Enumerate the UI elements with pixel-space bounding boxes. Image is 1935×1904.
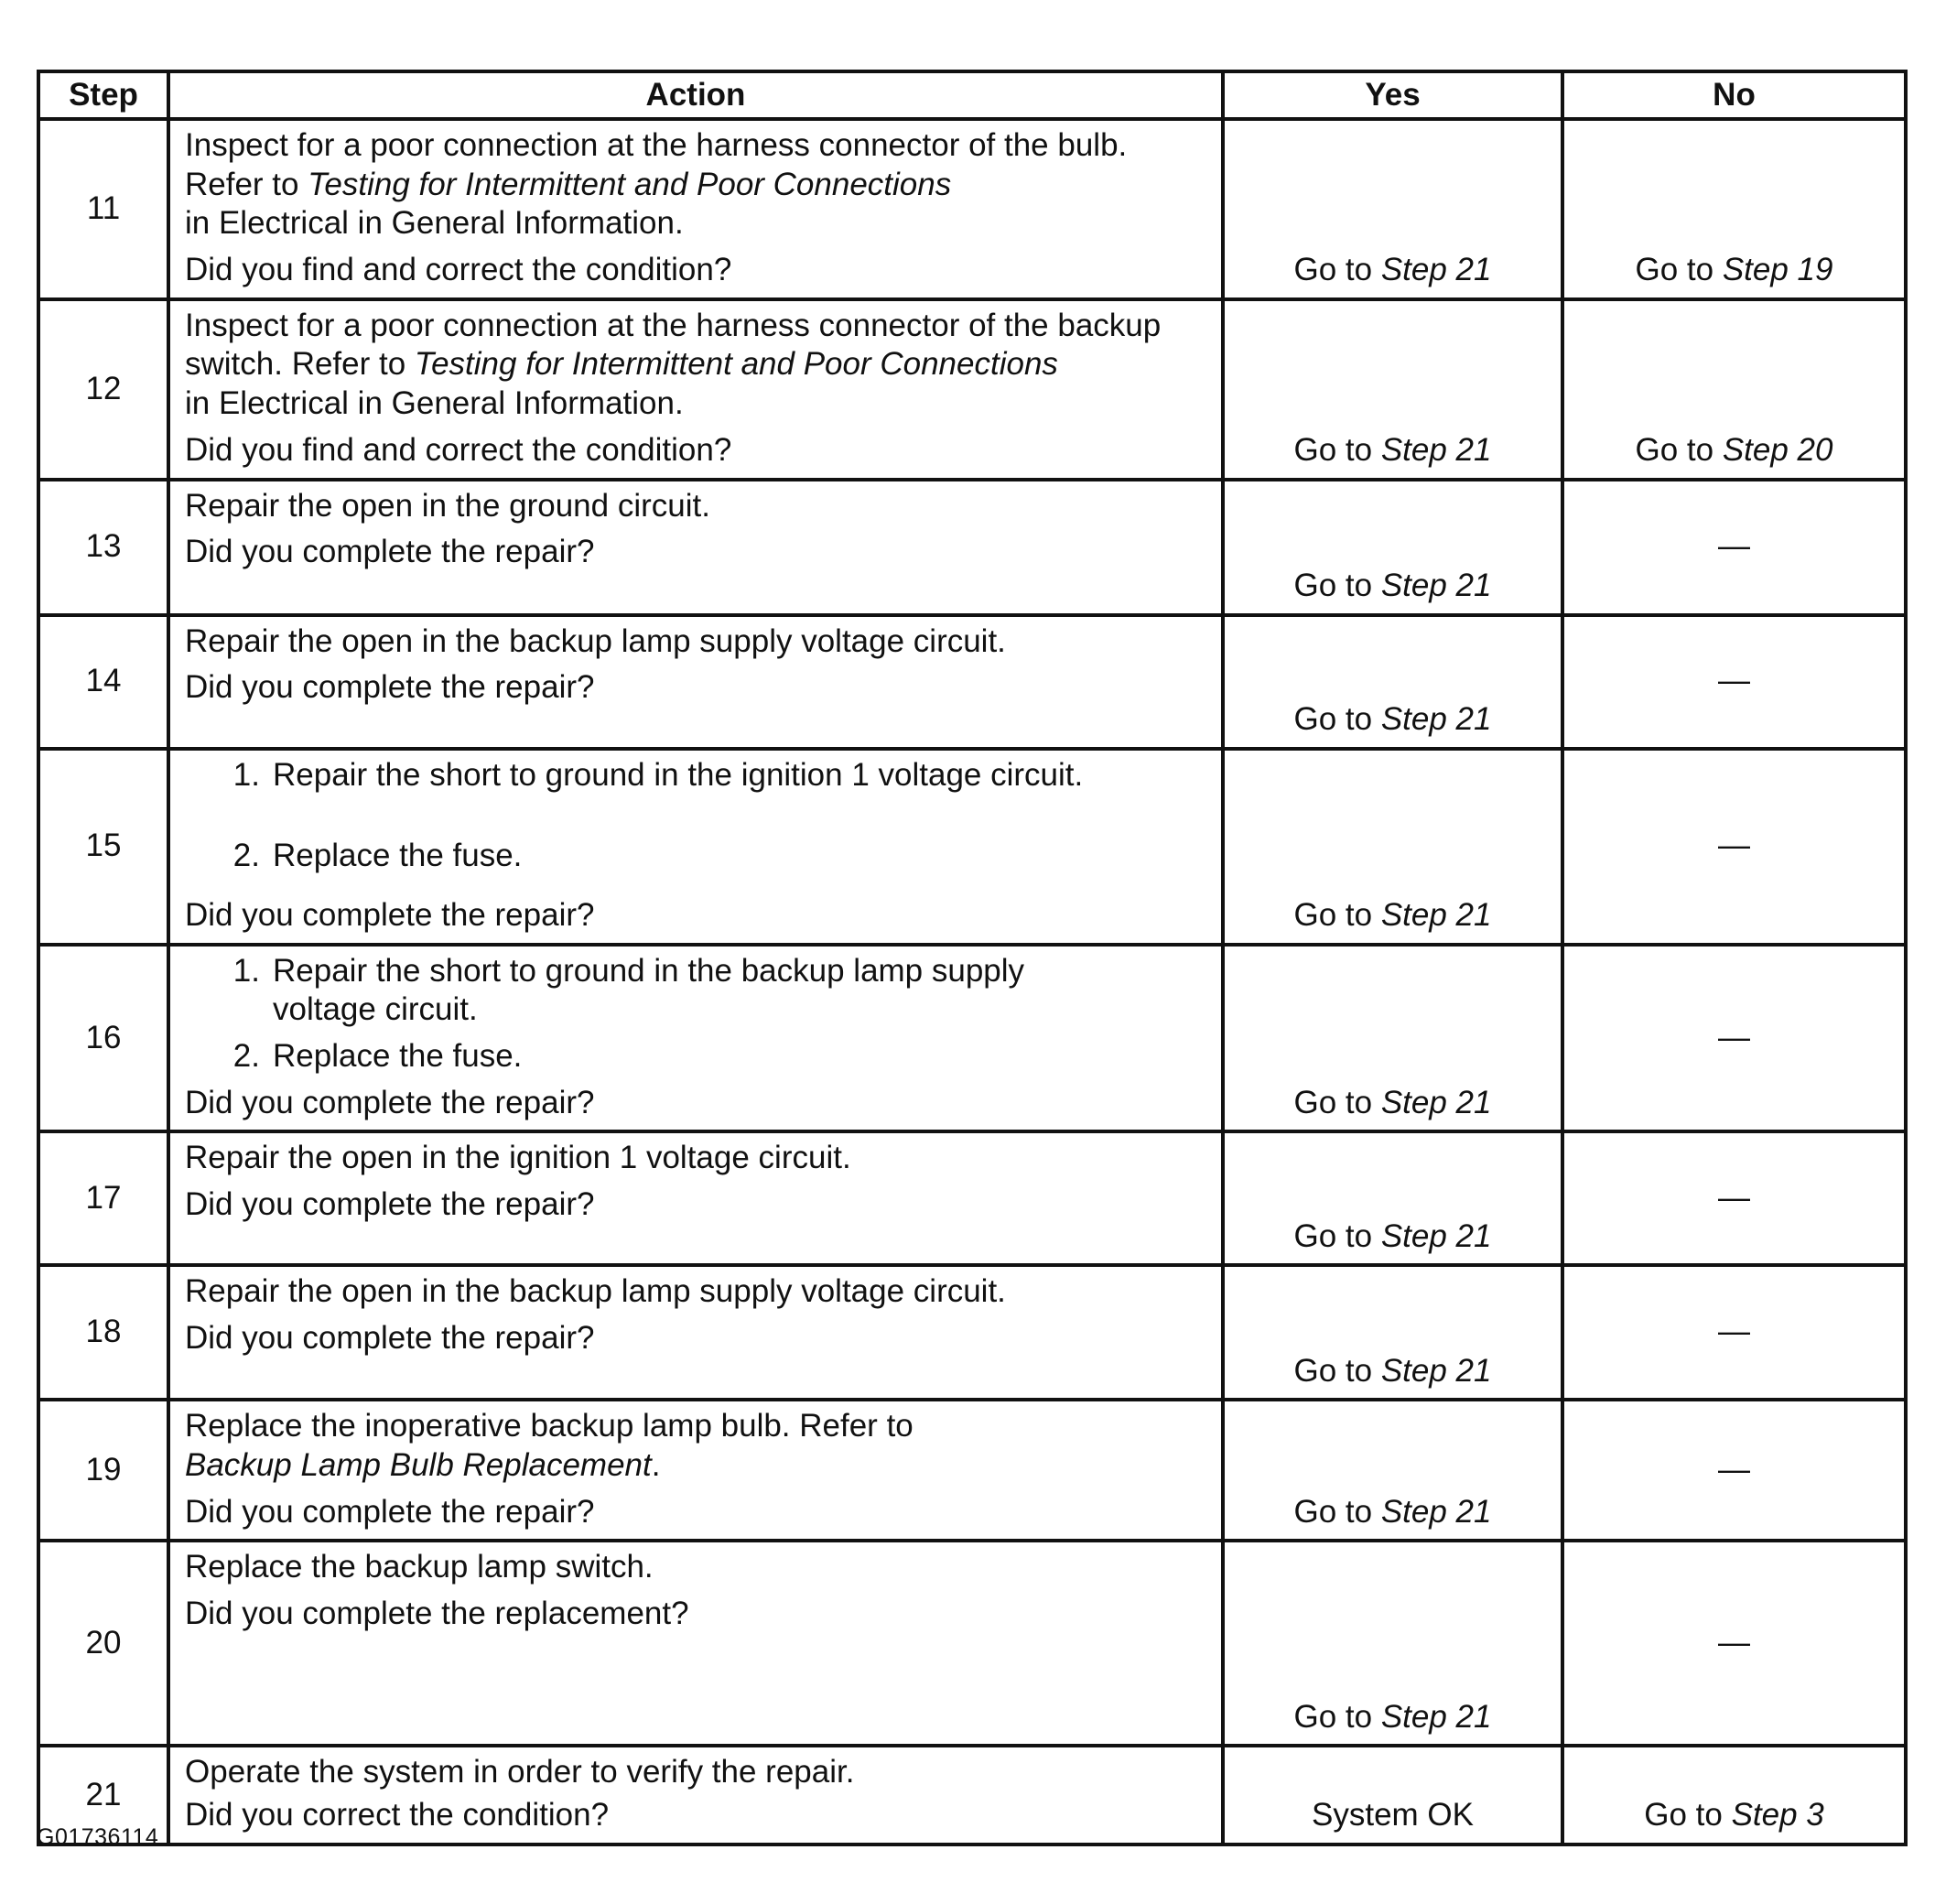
step-number: 19	[38, 1400, 168, 1541]
action-cell	[168, 945, 1223, 1132]
action-text: Operate the system in order to verify the repair.	[185, 1754, 855, 1790]
action-cell	[168, 615, 1223, 749]
no-result: Go to Step 19	[1562, 119, 1906, 299]
no-result: —	[1562, 945, 1906, 1132]
yes-result: Go to Step 21	[1223, 1541, 1562, 1746]
action-text: Repair the open in the backup lamp supply voltage circuit.	[185, 622, 1006, 659]
action-question: Did you find and correct the condition?	[185, 431, 732, 468]
action-cell	[168, 1746, 1223, 1844]
action-cell	[168, 749, 1223, 945]
action-question: Did you complete the repair?	[185, 534, 595, 570]
table-row	[38, 749, 1906, 945]
no-result: —	[1562, 1131, 1906, 1265]
substep-item: 1. Repair the short to ground in the ignition 1 voltage circuit.	[232, 756, 1084, 793]
header-step: Step	[38, 71, 168, 119]
table-header-row	[38, 71, 1906, 119]
yes-step-ref: Step 21	[1380, 1217, 1492, 1254]
action-reference: switch. Refer to Testing for Intermittent and Poor Connections	[185, 346, 1058, 383]
action-text: Replace the inoperative backup lamp bulb. Refer to Backup Lamp Bulb Replacement.	[185, 1408, 913, 1483]
action-reference-suffix: in Electrical in General Information.	[185, 385, 684, 422]
reference-title: Testing for Intermittent and Poor Connections	[308, 166, 952, 202]
no-step-ref: Step 20	[1722, 431, 1833, 468]
step-number: 12	[38, 299, 168, 480]
no-result: —	[1562, 1400, 1906, 1541]
substep-item: 1. Repair the short to ground in the backup lamp supply voltage circuit.	[232, 952, 1025, 1028]
step-number: 21	[38, 1746, 168, 1844]
step-number: 11	[38, 119, 168, 299]
yes-result: Go to Step 21	[1223, 1400, 1562, 1541]
diagnostic-table	[37, 70, 1908, 1846]
step-number: 18	[38, 1265, 168, 1400]
yes-result: Go to Step 21	[1223, 749, 1562, 945]
yes-step-ref: Step 21	[1380, 1493, 1492, 1530]
table-row	[38, 1131, 1906, 1265]
header-yes: Yes	[1223, 71, 1562, 119]
yes-step-ref: Step 21	[1380, 431, 1492, 468]
action-cell	[168, 1400, 1223, 1541]
action-text: Repair the open in the backup lamp supply voltage circuit.	[185, 1273, 1006, 1310]
action-question: Did you complete the repair?	[185, 1493, 595, 1530]
yes-result: Go to Step 21	[1223, 480, 1562, 615]
yes-step-ref: Step 21	[1380, 567, 1492, 603]
action-question: Did you complete the replacement?	[185, 1596, 689, 1632]
no-step-ref: Step 19	[1722, 252, 1833, 288]
action-text: Inspect for a poor connection at the harness connector of the bulb.	[185, 127, 1128, 163]
table-row	[38, 1746, 1906, 1844]
action-cell	[168, 480, 1223, 615]
no-result: —	[1562, 1541, 1906, 1746]
action-text: Inspect for a poor connection at the harness connector of the backup	[185, 307, 1162, 343]
substep-list	[185, 952, 1206, 1076]
action-question: Did you complete the repair?	[185, 1084, 595, 1120]
yes-step-ref: Step 21	[1380, 700, 1492, 737]
action-question: Did you find and correct the condition?	[185, 252, 732, 288]
step-number: 14	[38, 615, 168, 749]
table-row	[38, 615, 1906, 749]
table-row	[38, 119, 1906, 299]
action-question: Did you complete the repair?	[185, 1186, 595, 1222]
action-cell	[168, 1541, 1223, 1746]
step-number: 20	[38, 1541, 168, 1746]
step-number: 13	[38, 480, 168, 615]
action-question: Did you correct the condition?	[185, 1797, 610, 1834]
yes-result: Go to Step 21	[1223, 615, 1562, 749]
no-step-ref: Step 3	[1731, 1797, 1824, 1834]
step-number: 17	[38, 1131, 168, 1265]
action-text: Repair the open in the ground circuit.	[185, 487, 710, 524]
reference-title: Backup Lamp Bulb Replacement	[185, 1447, 652, 1483]
header-no: No	[1562, 71, 1906, 119]
table-row	[38, 945, 1906, 1132]
no-result: —	[1562, 480, 1906, 615]
header-action: Action	[168, 71, 1223, 119]
yes-result: Go to Step 21	[1223, 945, 1562, 1132]
no-result: Go to Step 20	[1562, 299, 1906, 480]
yes-result: System OK	[1223, 1746, 1562, 1844]
yes-step-ref: Step 21	[1380, 1352, 1492, 1389]
action-cell	[168, 1131, 1223, 1265]
action-cell	[168, 119, 1223, 299]
yes-result: Go to Step 21	[1223, 119, 1562, 299]
yes-step-ref: Step 21	[1380, 896, 1492, 933]
yes-result: Go to Step 21	[1223, 299, 1562, 480]
substep-list	[185, 756, 1206, 889]
yes-step-ref: Step 21	[1380, 252, 1492, 288]
table-row	[38, 480, 1906, 615]
yes-step-ref: Step 21	[1380, 1084, 1492, 1120]
step-number: 15	[38, 749, 168, 945]
action-text: Replace the backup lamp switch.	[185, 1549, 654, 1585]
reference-title: Testing for Intermittent and Poor Connections	[414, 346, 1058, 383]
figure-code: G01736114	[37, 1824, 159, 1850]
no-result: —	[1562, 615, 1906, 749]
action-cell	[168, 299, 1223, 480]
yes-result: Go to Step 21	[1223, 1265, 1562, 1400]
action-reference-suffix: in Electrical in General Information.	[185, 205, 684, 242]
table-row	[38, 1265, 1906, 1400]
no-result: —	[1562, 749, 1906, 945]
action-cell	[168, 1265, 1223, 1400]
action-reference: Refer to Testing for Intermittent and Poor Connections	[185, 166, 952, 202]
step-number: 16	[38, 945, 168, 1132]
no-result: —	[1562, 1265, 1906, 1400]
action-question: Did you complete the repair?	[185, 1320, 595, 1356]
action-question: Did you complete the repair?	[185, 669, 595, 706]
yes-result: Go to Step 21	[1223, 1131, 1562, 1265]
table-row	[38, 1400, 1906, 1541]
no-result: Go to Step 3	[1562, 1746, 1906, 1844]
yes-step-ref: Step 21	[1380, 1698, 1492, 1735]
action-question: Did you complete the repair?	[185, 896, 595, 933]
substep-item: 2. Replace the fuse.	[232, 838, 523, 874]
table-row	[38, 1541, 1906, 1746]
table-row	[38, 299, 1906, 480]
action-text: Repair the open in the ignition 1 voltage circuit.	[185, 1140, 851, 1176]
substep-item: 2. Replace the fuse.	[232, 1037, 523, 1074]
